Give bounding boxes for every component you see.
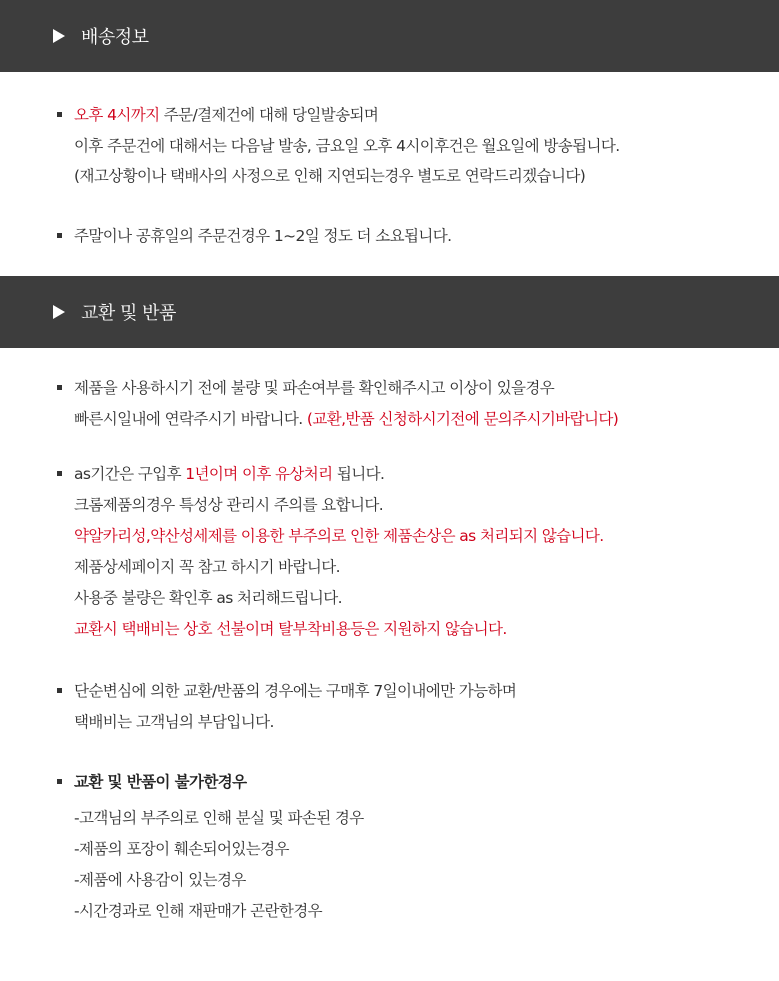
shipping-bullet-1-line-2: 이후 주문건에 대해서는 다음날 발송, 금요일 오후 4시이후건은 월요일에 방송됩니다. — [74, 137, 620, 155]
body-text: 빠른시일내에 연락주시기 바랍니다. — [74, 410, 307, 428]
exchange-bullet-2-line-1 — [74, 464, 384, 484]
highlight-text: 오후 4시까지 — [74, 106, 160, 124]
bullet-square-icon — [57, 688, 62, 693]
shipping-header — [0, 0, 779, 72]
bullet-square-icon — [57, 385, 62, 390]
bullet-square-icon — [57, 779, 62, 784]
list-item: -제품에 사용감이 있는경우 — [74, 871, 246, 889]
body-text: 됩니다. — [332, 465, 385, 483]
exchange-bullet-2-line-6: 교환시 택배비는 상호 선불이며 탈부착비용등은 지원하지 않습니다. — [74, 620, 507, 638]
body-text: 주문/결제건에 대해 당일발송되며 — [159, 106, 379, 124]
exchange-bullet-1-line-2 — [74, 409, 618, 429]
body-text: as기간은 구입후 — [74, 465, 186, 483]
exchange-bullet-2-line-3: 약알카리성,약산성세제를 이용한 부주의로 인한 제품손상은 as 처리되지 않습니다. — [74, 527, 604, 545]
shipping-bullet-1-line-1 — [74, 105, 378, 125]
bullet-square-icon — [57, 112, 62, 117]
list-item: -시간경과로 인해 재판매가 곤란한경우 — [74, 902, 322, 920]
exchange-bullet-2-line-2: 크롬제품의경우 특성상 관리시 주의를 요합니다. — [74, 496, 384, 514]
play-triangle-icon — [53, 29, 65, 43]
exchange-bullet-4-title: 교환 및 반품이 불가한경우 — [74, 773, 247, 791]
highlight-text: 1년이며 이후 유상처리 — [185, 465, 333, 483]
exchange-bullet-3-line-2: 택배비는 고객님의 부담입니다. — [74, 713, 274, 731]
highlight-text: (교환,반품 신청하시기전에 문의주시기바랍니다) — [306, 410, 619, 428]
bullet-square-icon — [57, 471, 62, 476]
shipping-title: 배송정보 — [81, 27, 149, 48]
list-item: -고객님의 부주의로 인해 분실 및 파손된 경우 — [74, 809, 364, 827]
exchange-bullet-2-line-4: 제품상세페이지 꼭 참고 하시기 바랍니다. — [74, 558, 340, 576]
exchange-bullet-2-line-5: 사용중 불량은 확인후 as 처리해드립니다. — [74, 589, 342, 607]
shipping-bullet-2: 주말이나 공휴일의 주문건경우 1~2일 정도 더 소요됩니다. — [74, 227, 452, 245]
exchange-title: 교환 및 반품 — [81, 303, 176, 324]
exchange-header — [0, 276, 779, 348]
exchange-bullet-1-line-1: 제품을 사용하시기 전에 불량 및 파손여부를 확인해주시고 이상이 있을경우 — [74, 379, 555, 397]
exchange-bullet-3-line-1: 단순변심에 의한 교환/반품의 경우에는 구매후 7일이내에만 가능하며 — [74, 682, 517, 700]
play-triangle-icon — [53, 305, 65, 319]
list-item: -제품의 포장이 훼손되어있는경우 — [74, 840, 289, 858]
shipping-bullet-1-line-3: (재고상황이나 택배사의 사정으로 인해 지연되는경우 별도로 연락드리겠습니다) — [74, 167, 586, 185]
bullet-square-icon — [57, 233, 62, 238]
